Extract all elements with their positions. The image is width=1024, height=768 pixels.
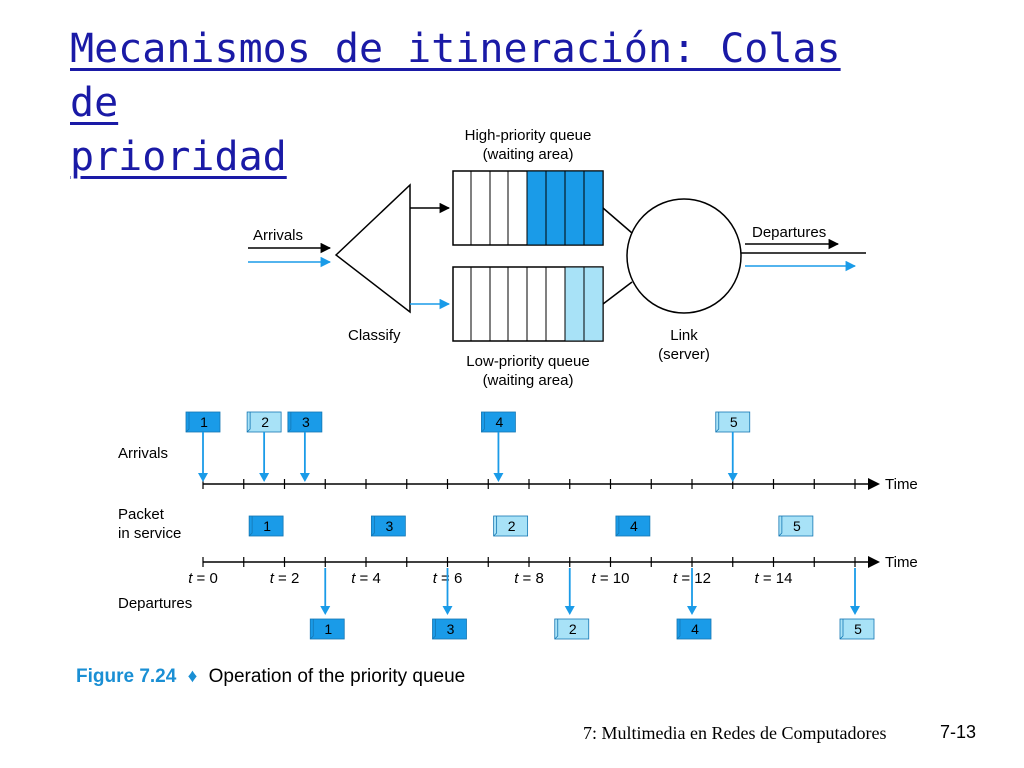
high-queue-label-2: (waiting area) [482, 146, 574, 163]
high-queue-label-1: High-priority queue [464, 127, 592, 144]
packet-id-label: 1 [263, 518, 272, 534]
link-label-1: Link [670, 327, 698, 344]
caption-diamond: ♦ [187, 666, 198, 687]
departure-arrowhead [850, 606, 860, 615]
departure-arrowhead [443, 606, 453, 615]
arrival-packet [186, 412, 220, 432]
high-priority-buffer [453, 171, 603, 245]
departure-packet [310, 619, 344, 639]
service-packet [371, 516, 405, 536]
arrival-packet [481, 412, 515, 432]
caption-text: Operation of the priority queue [208, 666, 466, 687]
arrival-arrowhead [300, 473, 310, 482]
packet-id-label: 5 [854, 621, 862, 637]
departure-packet [555, 619, 589, 639]
packet-id-label: 1 [200, 414, 208, 430]
classify-label: Classify [348, 327, 401, 344]
packet-id-label: 1 [324, 621, 333, 637]
classifier-shape [336, 185, 410, 312]
packet-id-label: 4 [691, 621, 699, 637]
slide-title-line1: Mecanismos de itineración: Colas de [70, 26, 841, 126]
time-tick-label: t = 4 [351, 570, 381, 587]
packet-id-label: 5 [729, 414, 738, 430]
departure-packet [840, 619, 874, 639]
service-packet [616, 516, 650, 536]
arrival-packet [247, 412, 281, 432]
time-tick-label: t = 10 [591, 570, 630, 587]
packet-id-label: 4 [495, 414, 504, 430]
departure-packet [433, 619, 467, 639]
link-label-2: (server) [658, 346, 710, 363]
time-tick-label: t = 6 [432, 570, 463, 587]
packet-id-label: 2 [568, 621, 577, 637]
departure-arrowhead [687, 606, 697, 615]
arrival-arrowhead [493, 473, 503, 482]
low-queue-label-1: Low-priority queue [466, 353, 590, 370]
departure-packet [677, 619, 711, 639]
packet-id-label: 3 [446, 621, 455, 637]
service-packet [494, 516, 528, 536]
arrivals-row-label: Arrivals [118, 445, 169, 462]
packet-id-label: 3 [301, 414, 310, 430]
arrival-packet [716, 412, 750, 432]
service-packet [249, 516, 283, 536]
low-priority-buffer [453, 267, 603, 341]
arrivals-label: Arrivals [253, 227, 304, 244]
arrival-arrowhead [198, 473, 208, 482]
caption-figure-number: Figure 7.24 [76, 666, 177, 687]
service-packet [779, 516, 813, 536]
slide-footer: 7: Multimedia en Redes de Computadores [583, 723, 887, 743]
figure-caption [76, 666, 465, 687]
arrivals-axis-label: Time [885, 476, 918, 493]
packet-id-label: 5 [792, 518, 801, 534]
departure-arrowhead [320, 606, 330, 615]
timeline [118, 412, 918, 639]
packet-id-label: 2 [261, 414, 270, 430]
packet-id-label: 4 [629, 518, 638, 534]
link-server-circle [627, 199, 741, 313]
time-tick-label: t = 2 [269, 570, 300, 587]
arrival-arrowhead [728, 473, 738, 482]
service-row-label-1: Packet [118, 506, 164, 523]
packet-id-label: 3 [385, 518, 394, 534]
service-axis-label: Time [885, 554, 918, 571]
time-tick-label: t = 14 [754, 570, 793, 587]
packet-id-label: 2 [507, 518, 516, 534]
queue-schematic [248, 127, 866, 389]
time-tick-label: t = 0 [188, 570, 218, 587]
svg-text:Figure 7.24 ♦ Oper [76, 666, 465, 687]
time-tick-label: t = 8 [514, 570, 544, 587]
departures-label: Departures [752, 224, 827, 241]
low-queue-label-2: (waiting area) [482, 372, 574, 389]
page-number: 7-13 [940, 722, 977, 742]
arrival-arrowhead [259, 473, 269, 482]
departures-row-label: Departures [118, 595, 193, 612]
departure-arrowhead [565, 606, 575, 615]
arrival-packet [288, 412, 322, 432]
service-row-label-2: in service [118, 525, 182, 542]
time-tick-label: t = 12 [673, 570, 711, 587]
slide-title-line2: prioridad [70, 134, 287, 180]
